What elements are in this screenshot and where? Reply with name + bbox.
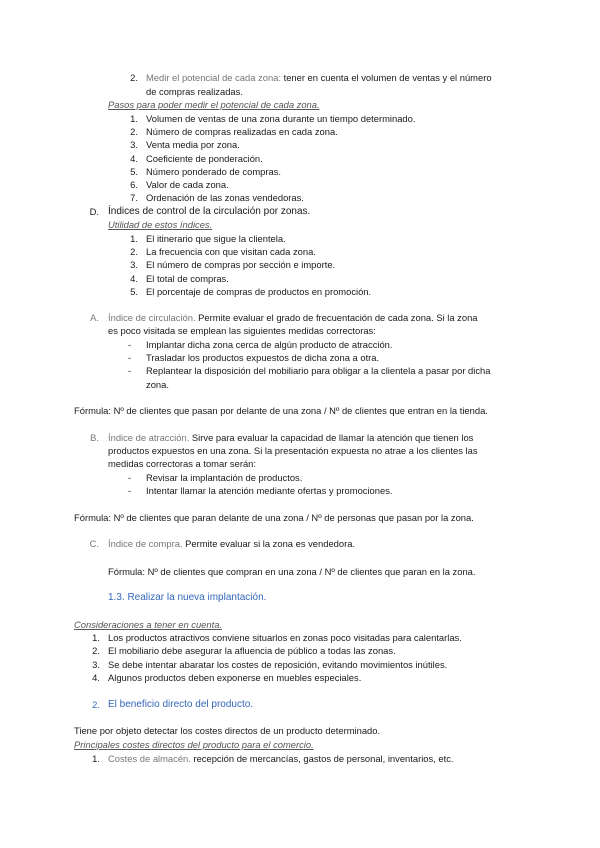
list-item: El total de compras. [146,273,229,284]
list-number: 1. [130,113,138,124]
bullet-dash: - [128,365,132,376]
list-item: La frecuencia con que visitan cada zona. [146,246,316,257]
list-number: 7. [130,192,138,203]
section-letter: D. [89,206,99,217]
list-item-continuation: zona. [146,379,169,390]
list-number: 4. [130,153,138,164]
list-number: 1. [92,632,100,643]
index-b-line3: medidas correctoras a tomar serán: [108,458,256,469]
index-a-line2: es poco visitada se emplean las siguientes medidas correctoras: [108,325,376,336]
list-item: Coeficiente de ponderación. [146,153,263,164]
list-item: Intentar llamar la atención mediante ofertas y promociones. [146,485,393,496]
index-c-text: Permite evaluar si la zona es vendedora. [182,538,356,549]
index-a-line1 [108,311,478,324]
index-b-line1 [108,431,473,444]
objective-text: Tiene por objeto detectar los costes directos de un producto determinado. [74,725,381,736]
measure-item-line1 [146,71,492,84]
list-item: Valor de cada zona. [146,179,229,190]
section-letter: B. [90,432,99,443]
list-number: 4. [92,672,100,683]
index-b-text1: Sirve para evaluar la capacidad de llamar la atención que tienen los [189,432,474,443]
index-c-label: Índice de compra. [108,538,183,549]
list-item: Número ponderado de compras. [146,166,281,177]
list-number: 5. [130,166,138,177]
list-number: 1. [92,753,100,764]
list-number: 3. [130,139,138,150]
list-item: Replantear la disposición del mobiliario para obligar a la clientela a pasar por dicha [146,365,491,376]
index-b-line2: productos expuestos en una zona. Si la presentación expuesta no atrae a los clientes las [108,445,478,456]
list-item: Se debe intentar abaratar los costes de reposición, evitando movimientos inútiles. [108,659,448,670]
list-number: 4. [130,273,138,284]
section-letter: A. [90,312,99,323]
heading-number: 2. [92,699,100,710]
formula-a: Fórmula: Nº de clientes que pasan por delante de una zona / Nº de clientes que entran en la tienda. [74,405,488,416]
list-item: Revisar la implantación de productos. [146,472,303,483]
utility-title: Utilidad de estos índices. [108,219,213,230]
list-number: 2. [130,246,138,257]
cost-item [108,752,454,765]
list-item: Número de compras realizadas en cada zona. [146,126,338,137]
list-item: Los productos atractivos conviene situarlos en zonas poco visitadas para calentarlas. [108,632,462,643]
cost-item-label: Costes de almacén. [108,753,191,764]
list-item: El porcentaje de compras de productos en promoción. [146,286,372,297]
considerations-title: Consideraciones a tener en cuenta. [74,619,223,630]
list-item: Ordenación de las zonas vendedoras. [146,192,304,203]
list-number: 3. [92,659,100,670]
cost-item-text: recepción de mercancías, gastos de personal, inventarios, etc. [190,753,454,764]
bullet-dash: - [128,339,132,350]
section-letter: C. [89,538,99,549]
list-item: El número de compras por sección e importe. [146,259,336,270]
bullet-dash: - [128,472,132,483]
list-item: El mobiliario debe asegurar la afluencia de público a todas las zonas. [108,645,396,656]
formula-b: Fórmula: Nº de clientes que paran delante de una zona / Nº de personas que pasan por la zona. [74,512,474,523]
list-number: 6. [130,179,138,190]
list-item: Venta media por zona. [146,139,240,150]
heading-2: El beneficio directo del producto. [108,699,254,710]
list-number: 5. [130,286,138,297]
heading-1-3: 1.3. Realizar la nueva implantación. [108,592,267,603]
list-number: 2. [92,645,100,656]
list-item: El itinerario que sigue la clientela. [146,233,286,244]
list-item: Algunos productos deben exponerse en muebles especiales. [108,672,362,683]
list-number: 2. [130,72,138,83]
list-item: Volumen de ventas de una zona durante un tiempo determinado. [146,113,416,124]
steps-title: Pasos para poder medir el potencial de cada zona. [108,99,320,110]
bullet-dash: - [128,352,132,363]
index-a-text1: Permite evaluar el grado de frecuentación de cada zona. Si la zona [195,312,478,323]
costs-title: Principales costes directos del producto para el comercio. [74,739,314,750]
section-d-title: Índices de control de la circulación por zonas. [108,206,311,217]
bullet-dash: - [128,485,132,496]
index-a-label: Índice de circulación. [108,312,196,323]
measure-item-label: Medir el potencial de cada zona: [146,72,281,83]
list-number: 3. [130,259,138,270]
measure-item-line2: de compras realizadas. [146,86,243,97]
measure-item-text: tener en cuenta el volumen de ventas y el número [280,72,492,83]
formula-c: Fórmula: Nº de clientes que compran en una zona / Nº de clientes que paran en la zona. [108,566,476,577]
index-c-line [108,537,355,550]
list-number: 1. [130,233,138,244]
list-item: Trasladar los productos expuestos de dicha zona a otra. [146,352,380,363]
index-b-label: Índice de atracción. [108,432,190,443]
list-item: Implantar dicha zona cerca de algún producto de atracción. [146,339,393,350]
list-number: 2. [130,126,138,137]
